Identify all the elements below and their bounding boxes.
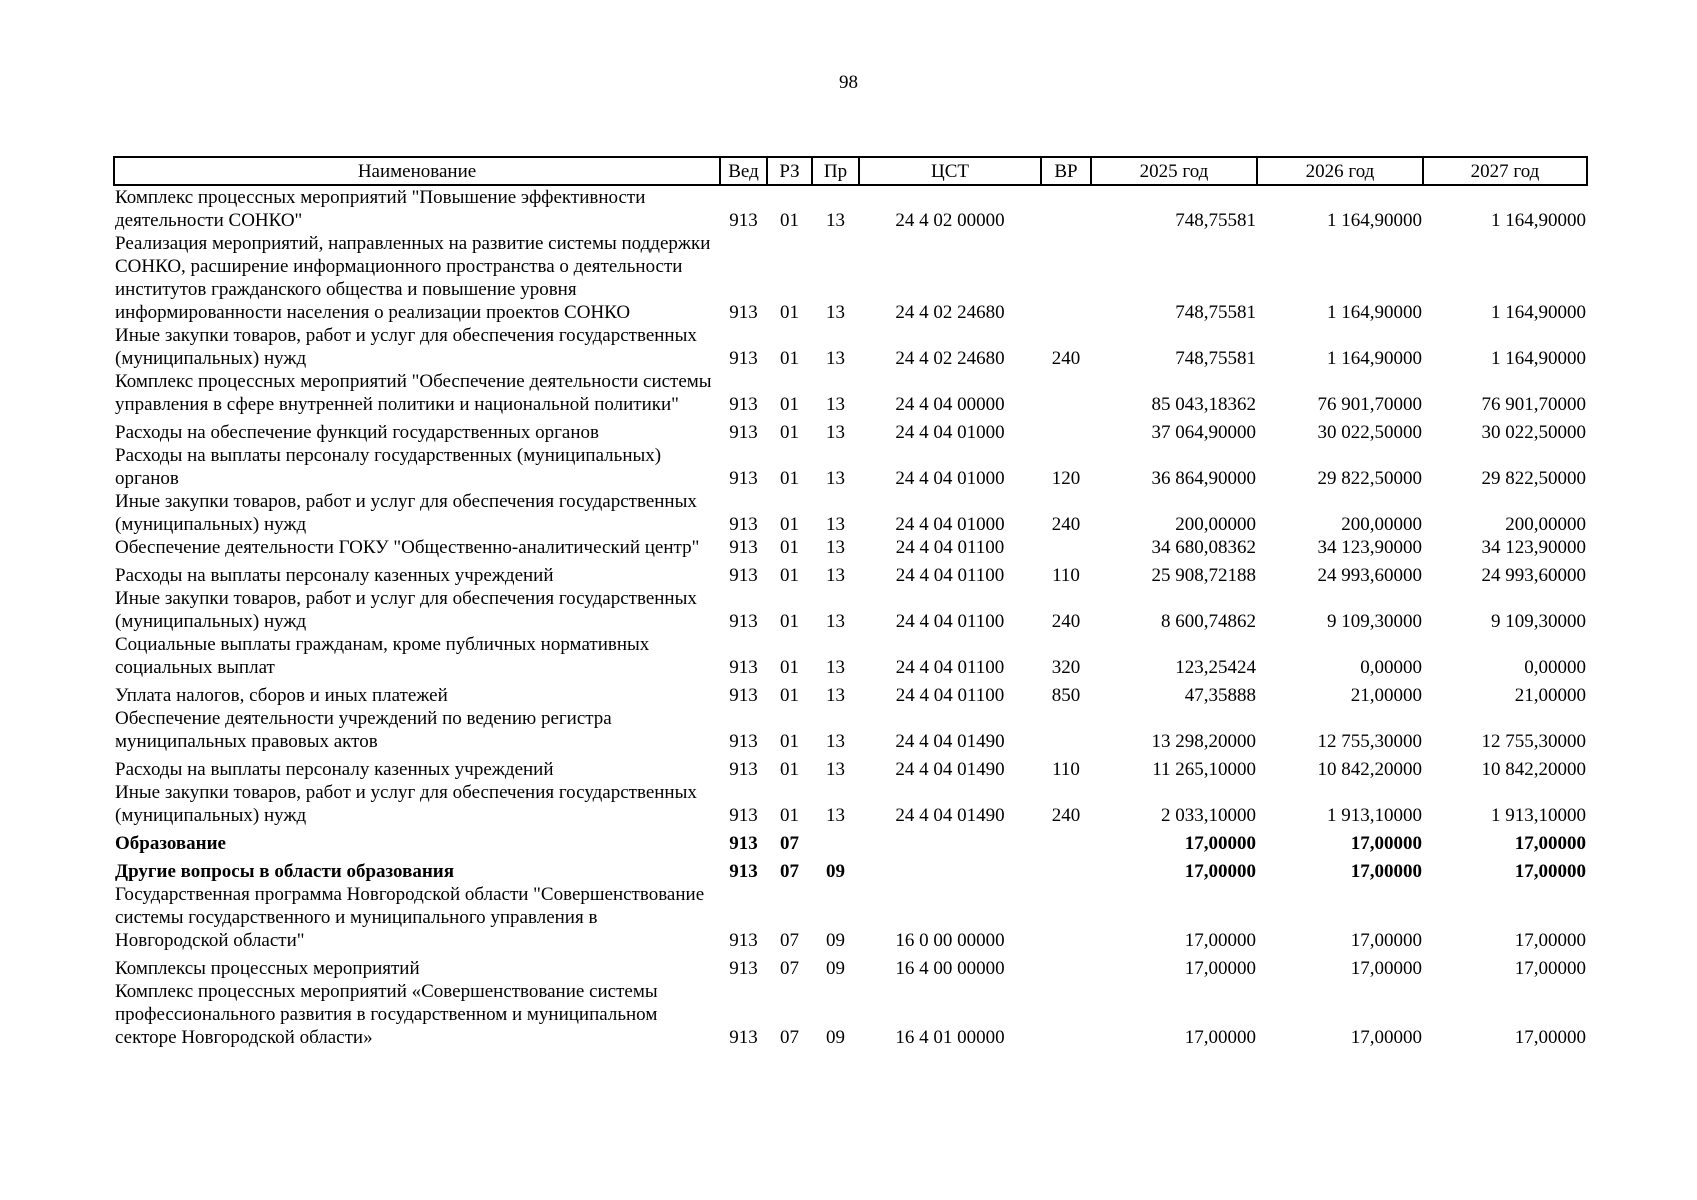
page-number: 98 <box>839 72 858 93</box>
header-ved: Вед <box>720 157 767 185</box>
row-2025: 123,25424 <box>1175 657 1256 678</box>
row-pr: 09 <box>826 861 845 882</box>
row-2025: 8 600,74862 <box>1161 611 1256 632</box>
table-row-section <box>114 827 1587 855</box>
row-2027: 24 993,60000 <box>1481 565 1586 586</box>
row-2027: 1 164,90000 <box>1491 302 1586 323</box>
row-2026: 200,00000 <box>1341 514 1422 535</box>
row-2027: 21,00000 <box>1514 685 1586 706</box>
table-row <box>114 707 1587 753</box>
row-name: Иные закупки товаров, работ и услуг для обеспечения государственных (муниципальных) нужд <box>115 588 697 632</box>
row-ved: 913 <box>729 833 758 854</box>
row-pr: 13 <box>826 210 845 231</box>
row-rz: 01 <box>780 611 799 632</box>
row-cst: 24 4 04 01490 <box>895 805 1005 826</box>
row-cst: 24 4 04 01100 <box>895 685 1005 706</box>
row-vr <box>1041 185 1091 232</box>
row-2026: 17,00000 <box>1350 833 1422 854</box>
row-ved: 913 <box>729 394 758 415</box>
row-2026: 10 842,20000 <box>1317 759 1422 780</box>
table-row <box>114 679 1587 707</box>
header-2027: 2027 год <box>1423 157 1587 185</box>
table-row <box>114 324 1587 370</box>
table-row <box>114 980 1587 1049</box>
row-rz: 01 <box>780 394 799 415</box>
row-cst: 24 4 02 24680 <box>895 302 1005 323</box>
row-vr: 110 <box>1052 565 1080 586</box>
row-ved: 913 <box>729 657 758 678</box>
table-row <box>114 444 1587 490</box>
row-rz: 07 <box>780 833 799 854</box>
row-pr <box>812 827 859 855</box>
row-vr: 240 <box>1051 348 1081 369</box>
row-ved: 913 <box>729 759 758 780</box>
row-cst: 24 4 04 00000 <box>895 394 1005 415</box>
row-2027: 0,00000 <box>1524 657 1586 678</box>
header-name: Наименование <box>114 157 720 185</box>
row-rz: 01 <box>780 422 799 443</box>
table-row <box>114 633 1587 679</box>
row-cst: 24 4 02 00000 <box>895 210 1005 231</box>
row-2026: 17,00000 <box>1350 1027 1422 1048</box>
row-vr <box>1041 416 1091 444</box>
budget-table <box>113 156 1588 1049</box>
row-2026: 0,00000 <box>1360 657 1422 678</box>
row-2025: 17,00000 <box>1184 930 1256 951</box>
row-ved: 913 <box>729 565 758 586</box>
row-2027: 29 822,50000 <box>1481 468 1586 489</box>
row-ved: 913 <box>729 514 758 535</box>
row-pr: 13 <box>826 731 845 752</box>
table-row <box>114 536 1587 559</box>
row-pr: 13 <box>826 759 845 780</box>
row-rz: 01 <box>780 685 799 706</box>
table-row <box>114 883 1587 952</box>
row-rz: 01 <box>780 805 799 826</box>
row-rz: 01 <box>780 302 799 323</box>
header-2026: 2026 год <box>1257 157 1423 185</box>
row-pr: 13 <box>826 394 845 415</box>
row-name: Обеспечение деятельности учреждений по ведению регистра муниципальных правовых актов <box>115 708 612 752</box>
row-cst: 16 4 00 00000 <box>895 958 1005 979</box>
row-cst: 24 4 02 24680 <box>895 348 1005 369</box>
row-name: Социальные выплаты гражданам, кроме публичных нормативных социальных выплат <box>115 634 650 678</box>
row-2026: 21,00000 <box>1350 685 1422 706</box>
row-2027: 17,00000 <box>1514 930 1586 951</box>
row-rz: 01 <box>780 759 799 780</box>
row-2025: 37 064,90000 <box>1151 422 1256 443</box>
row-vr <box>1041 855 1091 883</box>
table-row <box>114 952 1587 980</box>
table-row <box>114 559 1587 587</box>
header-2025: 2025 год <box>1091 157 1257 185</box>
row-pr: 13 <box>826 422 845 443</box>
row-ved: 913 <box>729 210 758 231</box>
row-2027: 76 901,70000 <box>1481 394 1586 415</box>
row-cst: 24 4 04 01100 <box>895 657 1005 678</box>
row-2027: 1 913,10000 <box>1491 805 1586 826</box>
row-vr <box>1041 707 1091 753</box>
row-2027: 30 022,50000 <box>1481 422 1586 443</box>
row-2025: 200,00000 <box>1175 514 1256 535</box>
row-vr: 240 <box>1051 611 1081 632</box>
table-row <box>114 370 1587 416</box>
row-2025: 748,75581 <box>1175 210 1256 231</box>
row-2026: 24 993,60000 <box>1317 565 1422 586</box>
row-cst: 16 4 01 00000 <box>895 1027 1005 1048</box>
table-row <box>114 416 1587 444</box>
row-pr: 09 <box>826 930 845 951</box>
row-ved: 913 <box>729 611 758 632</box>
row-2025: 17,00000 <box>1184 833 1256 854</box>
row-2025: 11 265,10000 <box>1152 759 1256 780</box>
row-name: Расходы на выплаты персоналу государственных (муниципальных) органов <box>115 445 662 489</box>
row-ved: 913 <box>729 302 758 323</box>
row-cst: 24 4 04 01000 <box>895 468 1005 489</box>
row-rz: 07 <box>780 1027 799 1048</box>
row-vr <box>1041 370 1091 416</box>
table-row <box>114 232 1587 324</box>
row-pr: 13 <box>826 657 845 678</box>
row-cst <box>859 827 1041 855</box>
table-row <box>114 753 1587 781</box>
table-header-row <box>114 157 1587 185</box>
row-name: Государственная программа Новгородской области "Совершенствование системы государственного и муниципального управления в Новгородской области" <box>115 884 705 951</box>
row-cst: 16 0 00 00000 <box>895 930 1005 951</box>
row-vr <box>1041 980 1091 1049</box>
table-row <box>114 490 1587 536</box>
row-2025: 17,00000 <box>1184 861 1256 882</box>
row-cst <box>859 855 1041 883</box>
row-2027: 1 164,90000 <box>1491 348 1586 369</box>
row-rz: 07 <box>780 861 799 882</box>
row-cst: 24 4 04 01490 <box>895 759 1005 780</box>
row-ved: 913 <box>729 468 758 489</box>
header-rz: РЗ <box>767 157 812 185</box>
row-name: Иные закупки товаров, работ и услуг для обеспечения государственных (муниципальных) нужд <box>115 325 697 369</box>
row-rz: 07 <box>780 958 799 979</box>
row-vr: 240 <box>1051 805 1081 826</box>
row-2025: 17,00000 <box>1184 1027 1256 1048</box>
row-2025: 47,35888 <box>1184 685 1256 706</box>
row-2025: 34 680,08362 <box>1151 537 1256 558</box>
row-name: Другие вопросы в области образования <box>115 861 455 882</box>
row-vr: 110 <box>1052 759 1080 780</box>
row-rz: 01 <box>780 514 799 535</box>
header-pr: Пр <box>812 157 859 185</box>
row-rz: 01 <box>780 537 799 558</box>
row-2026: 1 164,90000 <box>1327 210 1422 231</box>
row-rz: 01 <box>780 348 799 369</box>
row-rz: 01 <box>780 210 799 231</box>
row-ved: 913 <box>729 805 758 826</box>
row-2027: 12 755,30000 <box>1481 731 1586 752</box>
row-2027: 17,00000 <box>1514 958 1586 979</box>
row-cst: 24 4 04 01000 <box>895 514 1005 535</box>
row-name: Иные закупки товаров, работ и услуг для обеспечения государственных (муниципальных) нужд <box>115 491 697 535</box>
row-2027: 17,00000 <box>1514 833 1586 854</box>
row-vr <box>1041 536 1091 559</box>
table-row <box>114 587 1587 633</box>
row-2026: 9 109,30000 <box>1327 611 1422 632</box>
row-pr: 09 <box>826 1027 845 1048</box>
row-ved: 913 <box>729 731 758 752</box>
row-2027: 200,00000 <box>1505 514 1586 535</box>
row-ved: 913 <box>729 348 758 369</box>
row-2026: 1 164,90000 <box>1327 302 1422 323</box>
row-pr: 13 <box>826 514 845 535</box>
row-pr: 13 <box>826 611 845 632</box>
row-ved: 913 <box>729 930 758 951</box>
row-vr: 850 <box>1051 685 1081 706</box>
row-cst: 24 4 04 01100 <box>895 611 1005 632</box>
row-2026: 12 755,30000 <box>1317 731 1422 752</box>
header-cst: ЦСТ <box>859 157 1041 185</box>
row-2026: 1 164,90000 <box>1327 348 1422 369</box>
row-vr <box>1041 232 1091 324</box>
row-2027: 1 164,90000 <box>1491 210 1586 231</box>
row-2027: 34 123,90000 <box>1481 537 1586 558</box>
row-name: Расходы на выплаты персоналу казенных учреждений <box>115 759 554 780</box>
row-cst: 24 4 04 01000 <box>895 422 1005 443</box>
row-pr: 13 <box>826 302 845 323</box>
row-2025: 2 033,10000 <box>1161 805 1256 826</box>
row-2025: 85 043,18362 <box>1151 394 1256 415</box>
row-cst: 24 4 04 01490 <box>895 731 1005 752</box>
row-vr: 240 <box>1051 514 1081 535</box>
row-vr <box>1041 827 1091 855</box>
row-2027: 17,00000 <box>1514 861 1586 882</box>
row-ved: 913 <box>729 1027 758 1048</box>
row-2026: 17,00000 <box>1350 861 1422 882</box>
row-name: Комплексы процессных мероприятий <box>115 958 420 979</box>
row-name: Реализация мероприятий, направленных на развитие системы поддержки СОНКО, расширение информационного пространства о деятельности институтов гражданского общества и повышение уровня информированности населения о реализации проектов СОНКО <box>115 233 711 323</box>
row-rz: 01 <box>780 468 799 489</box>
table-row <box>114 781 1587 827</box>
row-pr: 13 <box>826 348 845 369</box>
row-2025: 36 864,90000 <box>1151 468 1256 489</box>
row-pr: 13 <box>826 685 845 706</box>
row-pr: 09 <box>826 958 845 979</box>
row-vr <box>1041 883 1091 952</box>
row-rz: 07 <box>780 930 799 951</box>
row-ved: 913 <box>729 422 758 443</box>
row-2027: 17,00000 <box>1514 1027 1586 1048</box>
row-name: Иные закупки товаров, работ и услуг для обеспечения государственных (муниципальных) нужд <box>115 782 697 826</box>
row-2026: 29 822,50000 <box>1317 468 1422 489</box>
row-name: Обеспечение деятельности ГОКУ "Общественно-аналитический центр" <box>115 537 700 558</box>
row-2026: 1 913,10000 <box>1327 805 1422 826</box>
row-2025: 748,75581 <box>1175 302 1256 323</box>
table-row <box>114 185 1587 232</box>
row-pr: 13 <box>826 468 845 489</box>
row-2025: 25 908,72188 <box>1151 565 1256 586</box>
header-vr: ВР <box>1041 157 1091 185</box>
row-name: Расходы на выплаты персоналу казенных учреждений <box>115 565 554 586</box>
row-vr: 120 <box>1051 468 1081 489</box>
row-cst: 24 4 04 01100 <box>895 537 1005 558</box>
row-ved: 913 <box>729 861 758 882</box>
row-pr: 13 <box>826 805 845 826</box>
row-2026: 34 123,90000 <box>1317 537 1422 558</box>
row-2025: 17,00000 <box>1184 958 1256 979</box>
row-vr <box>1041 952 1091 980</box>
row-2025: 748,75581 <box>1175 348 1256 369</box>
row-rz: 01 <box>780 731 799 752</box>
row-name: Комплекс процессных мероприятий «Совершенствование системы профессионального развития в государственном и муниципальном секторе Новгородской области» <box>115 981 658 1048</box>
row-cst: 24 4 04 01100 <box>895 565 1005 586</box>
row-2025: 13 298,20000 <box>1151 731 1256 752</box>
table-row-section <box>114 855 1587 883</box>
row-vr: 320 <box>1051 657 1081 678</box>
row-ved: 913 <box>729 537 758 558</box>
row-name: Расходы на обеспечение функций государственных органов <box>115 422 599 443</box>
row-name: Уплата налогов, сборов и иных платежей <box>115 685 448 706</box>
row-pr: 13 <box>826 565 845 586</box>
row-2027: 9 109,30000 <box>1491 611 1586 632</box>
table-body <box>114 185 1587 1049</box>
row-rz: 01 <box>780 657 799 678</box>
row-name: Комплекс процессных мероприятий "Обеспечение деятельности системы управления в сфере внутренней политики и национальной политики" <box>115 371 712 415</box>
row-rz: 01 <box>780 565 799 586</box>
row-2026: 17,00000 <box>1350 930 1422 951</box>
row-pr: 13 <box>826 537 845 558</box>
row-2027: 10 842,20000 <box>1481 759 1586 780</box>
row-name: Комплекс процессных мероприятий "Повышение эффективности деятельности СОНКО" <box>115 187 646 231</box>
row-2026: 76 901,70000 <box>1317 394 1422 415</box>
row-2026: 30 022,50000 <box>1317 422 1422 443</box>
row-2026: 17,00000 <box>1350 958 1422 979</box>
row-ved: 913 <box>729 685 758 706</box>
row-name: Образование <box>115 833 226 854</box>
row-ved: 913 <box>729 958 758 979</box>
